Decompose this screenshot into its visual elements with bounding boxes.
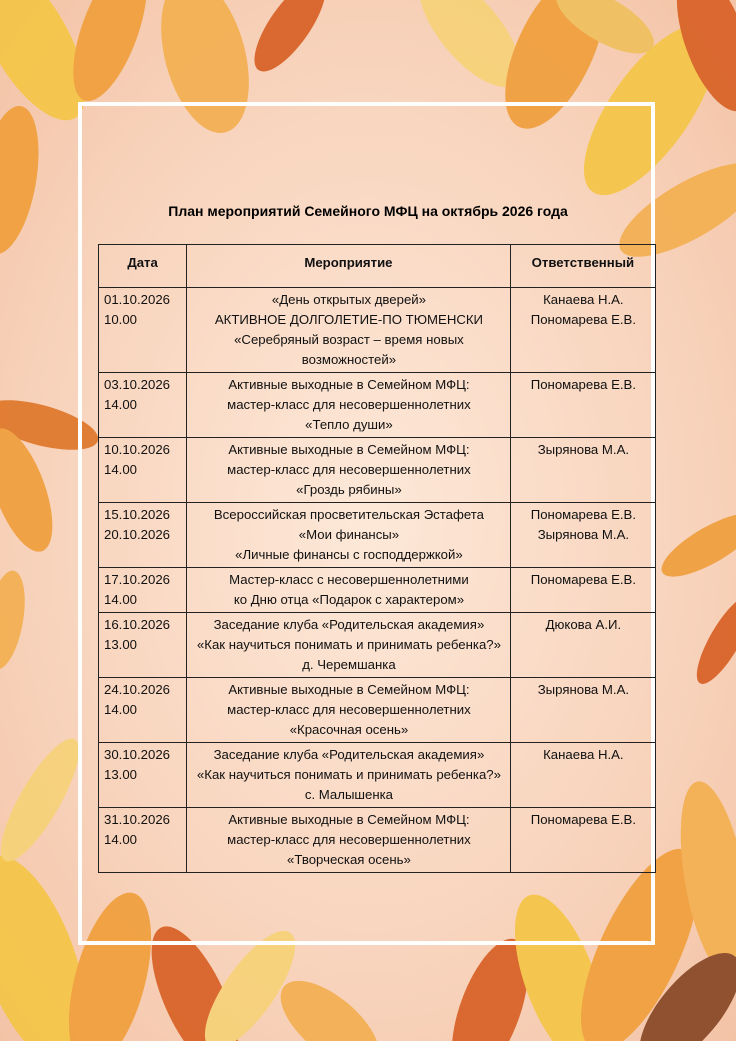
cell-event-line: «Красочная осень»	[289, 722, 409, 737]
cell-responsible	[510, 613, 655, 678]
cell-date	[99, 613, 187, 678]
table-row	[99, 503, 656, 568]
cell-event-line: д. Черемшанка	[302, 657, 396, 672]
table-row	[99, 613, 656, 678]
cell-responsible	[510, 743, 655, 808]
cell-date-line: 20.10.2026	[104, 527, 171, 542]
cell-responsible	[510, 678, 655, 743]
cell-date	[99, 808, 187, 873]
table-row	[99, 808, 656, 873]
page-title: План мероприятий Семейного МФЦ на октябрь 2026 года	[168, 203, 568, 219]
cell-date-line: 15.10.2026	[104, 507, 171, 522]
cell-date-line: 14.00	[104, 702, 138, 717]
table-row	[99, 373, 656, 438]
cell-date-line: 03.10.2026	[104, 377, 171, 392]
cell-date	[99, 568, 187, 613]
cell-date-line: 24.10.2026	[104, 682, 171, 697]
cell-event-line: «Серебряный возраст – время новых возможностей»	[234, 332, 464, 367]
cell-date-line: 14.00	[104, 462, 138, 477]
cell-event-line: мастер-класс для несовершеннолетних	[227, 832, 471, 847]
cell-event-line: Активные выходные в Семейном МФЦ:	[228, 442, 470, 457]
cell-event-line: мастер-класс для несовершеннолетних	[227, 462, 471, 477]
cell-date	[99, 288, 187, 373]
cell-date-line: 01.10.2026	[104, 292, 171, 307]
cell-date	[99, 373, 187, 438]
cell-event	[187, 678, 511, 743]
table-row	[99, 678, 656, 743]
cell-event-line: «Тепло души»	[305, 417, 393, 432]
cell-responsible	[510, 373, 655, 438]
cell-date-line: 14.00	[104, 832, 138, 847]
cell-date-line: 31.10.2026	[104, 812, 171, 827]
cell-responsible-line: Пономарева Е.В.	[530, 507, 636, 522]
cell-date-line: 17.10.2026	[104, 572, 171, 587]
cell-event-line: «Личные финансы с господдержкой»	[235, 547, 463, 562]
events-table	[98, 244, 656, 873]
cell-date-line: 10.10.2026	[104, 442, 171, 457]
cell-date	[99, 503, 187, 568]
cell-responsible-line: Зырянова М.А.	[537, 442, 630, 457]
cell-event-line: Всероссийская просветительская Эстафета	[213, 507, 484, 522]
cell-event-line: «Как научиться понимать и принимать ребенка?»	[196, 637, 501, 652]
cell-date	[99, 743, 187, 808]
cell-responsible-line: Канаева Н.А.	[543, 292, 624, 307]
cell-date-line: 10.00	[104, 312, 138, 327]
header-responsible: Ответственный	[510, 245, 655, 288]
header-date: Дата	[99, 245, 187, 288]
cell-responsible-line: Пономарева Е.В.	[530, 812, 636, 827]
cell-event-line: «Как научиться понимать и принимать ребенка?»	[196, 767, 501, 782]
table-row	[99, 438, 656, 503]
cell-event	[187, 373, 511, 438]
cell-event-line: «День открытых дверей»	[271, 292, 426, 307]
cell-event	[187, 503, 511, 568]
cell-responsible-line: Пономарева Е.В.	[530, 377, 636, 392]
table-body	[99, 288, 656, 873]
cell-event	[187, 743, 511, 808]
cell-event-line: Заседание клуба «Родительская академия»	[213, 617, 485, 632]
cell-event-line: «Гроздь рябины»	[296, 482, 402, 497]
table-row	[99, 743, 656, 808]
cell-date-line: 14.00	[104, 397, 138, 412]
cell-event	[187, 438, 511, 503]
table-header-row	[99, 245, 656, 288]
cell-responsible-line: Дюкова А.И.	[545, 617, 622, 632]
cell-event-line: Мастер-класс с несовершеннолетними	[229, 572, 469, 587]
cell-responsible	[510, 568, 655, 613]
cell-event-line: «Мои финансы»	[298, 527, 400, 542]
cell-date-line: 30.10.2026	[104, 747, 171, 762]
table-row	[99, 568, 656, 613]
cell-responsible-line: Зырянова М.А.	[537, 527, 630, 542]
cell-responsible-line: Канаева Н.А.	[543, 747, 624, 762]
cell-event	[187, 808, 511, 873]
cell-event-line: с. Малышенка	[304, 787, 394, 802]
cell-date-line: 14.00	[104, 592, 138, 607]
cell-responsible	[510, 438, 655, 503]
cell-responsible-line: Пономарева Е.В.	[530, 572, 636, 587]
cell-responsible-line: Зырянова М.А.	[537, 682, 630, 697]
header-event: Мероприятие	[187, 245, 511, 288]
cell-event-line: мастер-класс для несовершеннолетних	[227, 702, 471, 717]
cell-event-line: Активные выходные в Семейном МФЦ:	[228, 812, 470, 827]
cell-event-line: Активные выходные в Семейном МФЦ:	[228, 377, 470, 392]
cell-responsible	[510, 503, 655, 568]
cell-event-line: «Творческая осень»	[287, 852, 411, 867]
cell-event-line: ко Дню отца «Подарок с характером»	[233, 592, 465, 607]
cell-date-line: 13.00	[104, 767, 138, 782]
cell-event-line: Заседание клуба «Родительская академия»	[213, 747, 485, 762]
cell-date	[99, 438, 187, 503]
cell-date-line: 16.10.2026	[104, 617, 171, 632]
cell-event-line: Активные выходные в Семейном МФЦ:	[228, 682, 470, 697]
cell-event	[187, 613, 511, 678]
cell-event-line: мастер-класс для несовершеннолетних	[227, 397, 471, 412]
cell-event	[187, 568, 511, 613]
cell-date	[99, 678, 187, 743]
cell-event	[187, 288, 511, 373]
cell-responsible-line: Пономарева Е.В.	[530, 312, 636, 327]
cell-event-line: АКТИВНОЕ ДОЛГОЛЕТИЕ-ПО ТЮМЕНСКИ	[214, 312, 484, 327]
cell-date-line: 13.00	[104, 637, 138, 652]
cell-responsible	[510, 808, 655, 873]
cell-responsible	[510, 288, 655, 373]
table-row	[99, 288, 656, 373]
